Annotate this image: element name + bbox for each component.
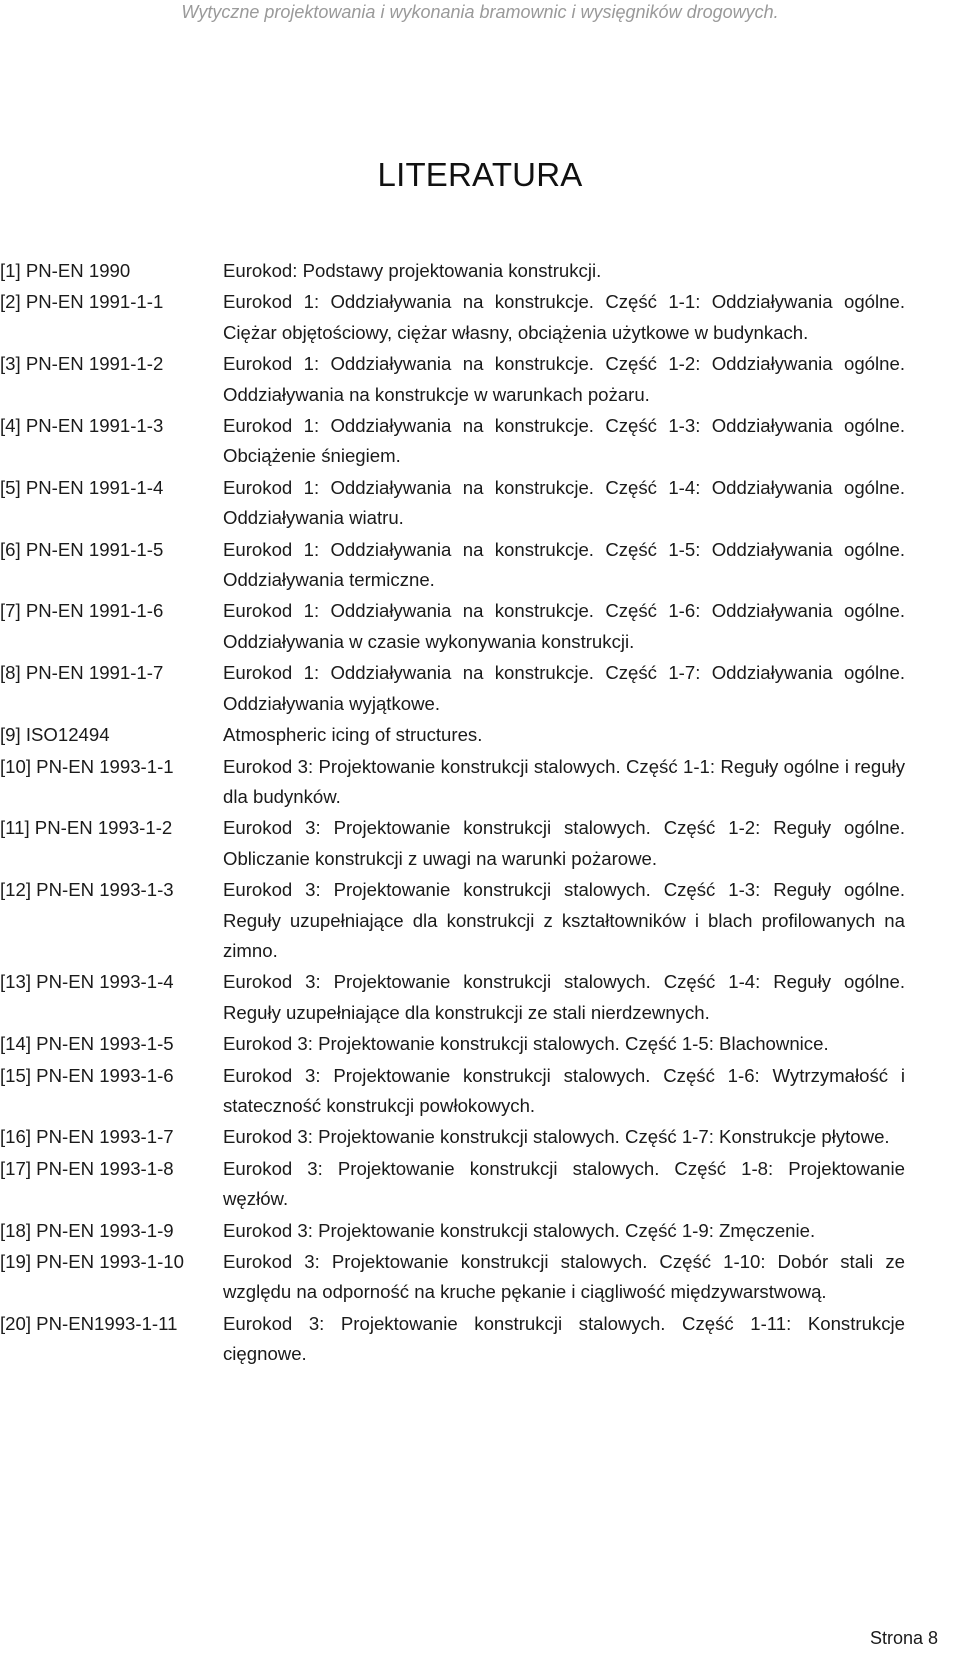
- reference-label: [7] PN-EN 1991-1-6: [0, 600, 164, 622]
- reference-item-9: [0, 720, 960, 750]
- reference-label: [8] PN-EN 1991-1-7: [0, 662, 164, 684]
- reference-text: Eurokod 3: Projektowanie konstrukcji stalowych. Część 1-8: Projektowanie węzłów.: [223, 1157, 905, 1210]
- reference-item-10: [0, 752, 960, 813]
- reference-text: Eurokod 3: Projektowanie konstrukcji stalowych. Część 1-3: Reguły ogólne. Reguły uzupełniające dla konstrukcji z kształtowników i blach profilowanych na zimno.: [223, 879, 905, 961]
- running-header: Wytyczne projektowania i wykonania bramownic i wysięgników drogowych.: [181, 2, 779, 22]
- reference-text: Atmospheric icing of structures.: [223, 724, 483, 746]
- reference-text: Eurokod 1: Oddziaływania na konstrukcje. Część 1-5: Oddziaływania ogólne. Oddziaływania termiczne.: [223, 538, 905, 591]
- reference-label: [18] PN-EN 1993-1-9: [0, 1219, 174, 1241]
- page-title: LITERATURA: [377, 156, 583, 193]
- reference-text: Eurokod 1: Oddziaływania na konstrukcje. Część 1-4: Oddziaływania ogólne. Oddziaływania wiatru.: [223, 476, 905, 529]
- reference-text: Eurokod 1: Oddziaływania na konstrukcje. Część 1-1: Oddziaływania ogólne. Ciężar objętościowy, ciężar własny, obciążenia użytkowe w budynkach.: [223, 291, 905, 343]
- reference-item-19: [0, 1247, 960, 1308]
- reference-label: [4] PN-EN 1991-1-3: [0, 415, 164, 437]
- reference-text: Eurokod 1: Oddziaływania na konstrukcje. Część 1-3: Oddziaływania ogólne. Obciążenie śniegiem.: [223, 415, 905, 467]
- reference-item-18: [0, 1216, 960, 1246]
- reference-item-20: [0, 1309, 960, 1370]
- reference-item-17: [0, 1154, 960, 1215]
- reference-text: Eurokod 1: Oddziaływania na konstrukcje. Część 1-6: Oddziaływania ogólne. Oddziaływania w czasie wykonywania konstrukcji.: [223, 600, 905, 652]
- reference-item-13: [0, 967, 960, 1028]
- reference-label: [1] PN-EN 1990: [0, 260, 131, 281]
- reference-text: Eurokod: Podstawy projektowania konstrukcji.: [223, 260, 602, 281]
- reference-item-11: [0, 813, 960, 874]
- reference-text: Eurokod 1: Oddziaływania na konstrukcje. Część 1-7: Oddziaływania ogólne. Oddziaływania wyjątkowe.: [223, 662, 905, 714]
- reference-item-15: [0, 1061, 960, 1122]
- reference-label: [14] PN-EN 1993-1-5: [0, 1033, 174, 1055]
- reference-label: [11] PN-EN 1993-1-2: [0, 817, 173, 839]
- reference-text: Eurokod 3: Projektowanie konstrukcji stalowych. Część 1-1: Reguły ogólne i reguły dla budynków.: [223, 755, 905, 807]
- reference-text: Eurokod 3: Projektowanie konstrukcji stalowych. Część 1-4: Reguły ogólne. Reguły uzupełniające dla konstrukcji ze stali nierdzewnych.: [223, 971, 905, 1023]
- reference-item-14: [0, 1029, 960, 1059]
- reference-item-4: [0, 411, 960, 472]
- reference-label: [16] PN-EN 1993-1-7: [0, 1126, 174, 1148]
- reference-label: [6] PN-EN 1991-1-5: [0, 538, 164, 560]
- reference-text: Eurokod 3: Projektowanie konstrukcji stalowych. Część 1-6: Wytrzymałość i stateczność konstrukcji powłokowych.: [223, 1064, 905, 1116]
- reference-label: [20] PN-EN1993-1-11: [0, 1312, 178, 1334]
- reference-text: Eurokod 3: Projektowanie konstrukcji stalowych. Część 1-2: Reguły ogólne. Obliczanie konstrukcji z uwagi na warunki pożarowe.: [223, 817, 905, 869]
- reference-label: [12] PN-EN 1993-1-3: [0, 879, 174, 901]
- reference-list: [0, 256, 960, 1371]
- reference-label: [19] PN-EN 1993-1-10: [0, 1251, 184, 1272]
- reference-item-12: [0, 875, 960, 966]
- reference-label: [5] PN-EN 1991-1-4: [0, 476, 164, 498]
- reference-text: Eurokod 3: Projektowanie konstrukcji stalowych. Część 1-5: Blachownice.: [223, 1033, 829, 1055]
- reference-item-8: [0, 658, 960, 719]
- reference-item-2: [0, 287, 960, 348]
- reference-item-7: [0, 596, 960, 657]
- reference-label: [9] ISO12494: [0, 724, 110, 746]
- page-number: Strona 8: [869, 1628, 938, 1648]
- reference-label: [15] PN-EN 1993-1-6: [0, 1064, 174, 1086]
- reference-text: Eurokod 3: Projektowanie konstrukcji stalowych. Część 1-9: Zmęczenie.: [223, 1219, 816, 1241]
- reference-text: Eurokod 3: Projektowanie konstrukcji stalowych. Część 1-10: Dobór stali ze względu na odporność na kruche pękanie i ciągliwość międzywarstwową.: [223, 1251, 905, 1303]
- reference-label: [2] PN-EN 1991-1-1: [0, 291, 164, 313]
- reference-item-1: [0, 256, 960, 286]
- reference-label: [3] PN-EN 1991-1-2: [0, 353, 164, 375]
- reference-text: Eurokod 3: Projektowanie konstrukcji stalowych. Część 1-7: Konstrukcje płytowe.: [223, 1126, 890, 1148]
- reference-label: [10] PN-EN 1993-1-1: [0, 755, 174, 777]
- reference-text: Eurokod 1: Oddziaływania na konstrukcje. Część 1-2: Oddziaływania ogólne. Oddziaływania na konstrukcje w warunkach pożaru.: [223, 353, 905, 405]
- reference-label: [17] PN-EN 1993-1-8: [0, 1157, 174, 1179]
- reference-item-3: [0, 349, 960, 410]
- reference-item-6: [0, 535, 960, 596]
- reference-label: [13] PN-EN 1993-1-4: [0, 971, 174, 993]
- reference-text: Eurokod 3: Projektowanie konstrukcji stalowych. Część 1-11: Konstrukcje cięgnowe.: [223, 1312, 905, 1365]
- reference-item-16: [0, 1122, 960, 1152]
- reference-item-5: [0, 473, 960, 534]
